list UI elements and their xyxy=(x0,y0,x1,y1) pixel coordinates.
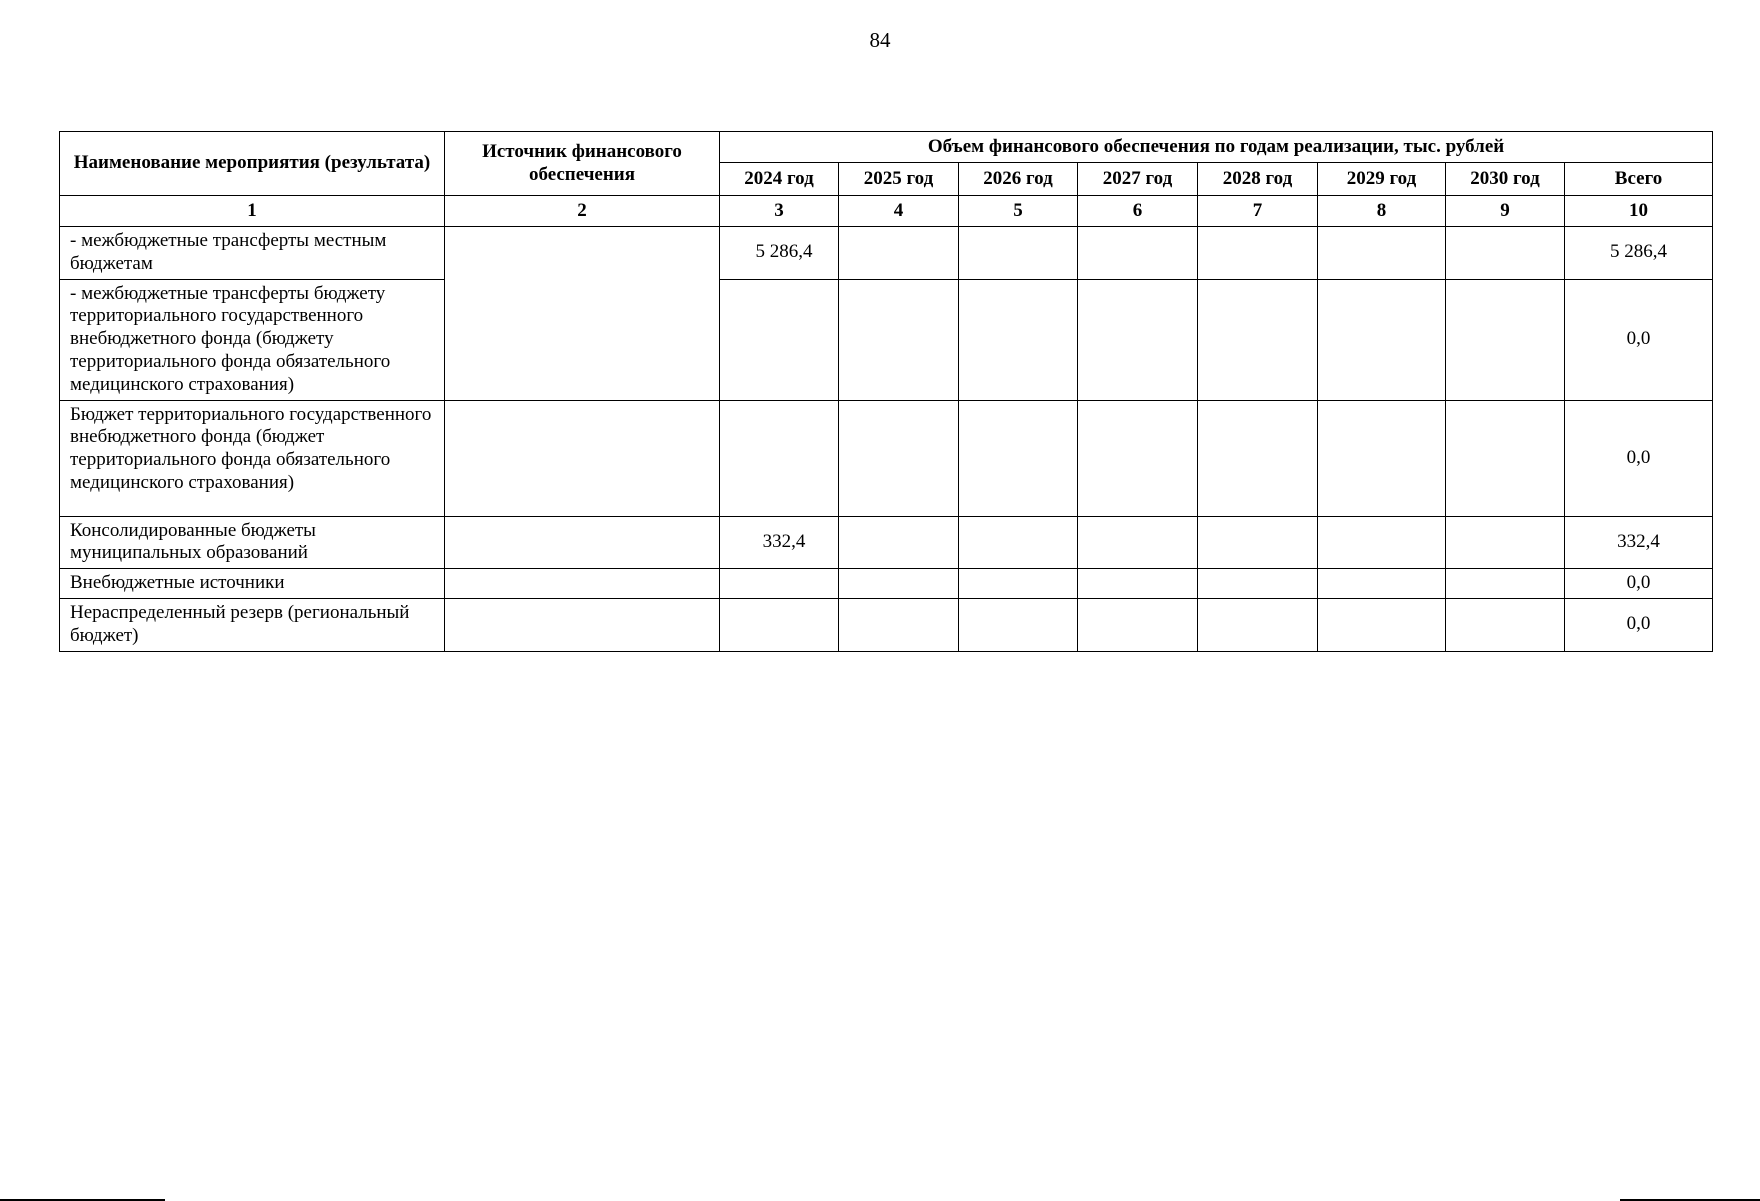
column-number: 8 xyxy=(1318,196,1446,227)
row-total: 0,0 xyxy=(1565,569,1713,599)
row-name: Консолидированные бюджеты муниципальных образований xyxy=(60,516,445,569)
column-number-row xyxy=(60,196,1713,227)
row-value-2029 xyxy=(1318,227,1446,280)
row-value-2027 xyxy=(1078,227,1198,280)
header-year: 2024 год xyxy=(720,163,839,196)
row-value-2028 xyxy=(1198,516,1318,569)
table-row xyxy=(60,279,1713,400)
column-number: 4 xyxy=(839,196,959,227)
row-value-2026 xyxy=(959,227,1078,280)
row-name: - межбюджетные трансферты бюджету территориального государственного внебюджетного фонда (бюджету территориального фонда обязательного медицинского страхования) xyxy=(60,279,445,400)
header-year: 2028 год xyxy=(1198,163,1318,196)
row-value-2030 xyxy=(1446,516,1565,569)
table-row xyxy=(60,516,1713,569)
row-value-2026 xyxy=(959,569,1078,599)
row-value-2027 xyxy=(1078,569,1198,599)
row-value-2028 xyxy=(1198,227,1318,280)
table-row xyxy=(60,598,1713,651)
row-value-2027 xyxy=(1078,400,1198,516)
row-source xyxy=(445,598,720,651)
column-number: 9 xyxy=(1446,196,1565,227)
row-value-2024 xyxy=(720,279,839,400)
row-value-2030 xyxy=(1446,598,1565,651)
row-source xyxy=(445,227,720,401)
column-number: 2 xyxy=(445,196,720,227)
column-number: 6 xyxy=(1078,196,1198,227)
header-name: Наименование мероприятия (результата) xyxy=(60,132,445,196)
financing-table xyxy=(59,131,1713,652)
table-row xyxy=(60,400,1713,516)
row-value-2028 xyxy=(1198,598,1318,651)
table-row xyxy=(60,569,1713,599)
row-total: 0,0 xyxy=(1565,598,1713,651)
header-year: 2027 год xyxy=(1078,163,1198,196)
row-value-2025 xyxy=(839,227,959,280)
header-year: 2025 год xyxy=(839,163,959,196)
row-value-2025 xyxy=(839,569,959,599)
row-value-2028 xyxy=(1198,400,1318,516)
column-number: 5 xyxy=(959,196,1078,227)
row-value-2024 xyxy=(720,598,839,651)
column-number: 3 xyxy=(720,196,839,227)
row-value-2024 xyxy=(720,569,839,599)
row-value-2029 xyxy=(1318,569,1446,599)
column-number: 10 xyxy=(1565,196,1713,227)
page-number: 84 xyxy=(869,28,891,52)
row-value-2026 xyxy=(959,516,1078,569)
row-value-2028 xyxy=(1198,569,1318,599)
header-year: 2029 год xyxy=(1318,163,1446,196)
row-value-2030 xyxy=(1446,400,1565,516)
row-value-2030 xyxy=(1446,227,1565,280)
row-name: Нераспределенный резерв (региональный бюджет) xyxy=(60,598,445,651)
header-row-top xyxy=(60,132,1713,163)
header-source: Источник финансового обеспечения xyxy=(445,132,720,196)
row-value-2027 xyxy=(1078,516,1198,569)
column-number: 7 xyxy=(1198,196,1318,227)
row-value-2026 xyxy=(959,400,1078,516)
header-volume: Объем финансового обеспечения по годам реализации, тыс. рублей xyxy=(720,132,1713,163)
row-value-2026 xyxy=(959,279,1078,400)
row-value-2029 xyxy=(1318,598,1446,651)
row-value-2025 xyxy=(839,400,959,516)
row-value-2029 xyxy=(1318,279,1446,400)
row-source xyxy=(445,516,720,569)
row-value-2025 xyxy=(839,516,959,569)
row-total: 5 286,4 xyxy=(1565,227,1713,280)
row-value-2024: 332,4 xyxy=(720,516,839,569)
row-value-2029 xyxy=(1318,516,1446,569)
header-year: 2030 год xyxy=(1446,163,1565,196)
row-name: - межбюджетные трансферты местным бюджетам xyxy=(60,227,445,280)
row-total: 332,4 xyxy=(1565,516,1713,569)
row-value-2030 xyxy=(1446,569,1565,599)
row-value-2025 xyxy=(839,279,959,400)
row-value-2029 xyxy=(1318,400,1446,516)
row-total: 0,0 xyxy=(1565,279,1713,400)
table-row xyxy=(60,227,1713,280)
row-value-2024: 5 286,4 xyxy=(720,227,839,280)
row-value-2030 xyxy=(1446,279,1565,400)
row-value-2026 xyxy=(959,598,1078,651)
row-value-2027 xyxy=(1078,279,1198,400)
row-total: 0,0 xyxy=(1565,400,1713,516)
column-number: 1 xyxy=(60,196,445,227)
row-source xyxy=(445,569,720,599)
row-value-2024 xyxy=(720,400,839,516)
row-value-2028 xyxy=(1198,279,1318,400)
row-value-2025 xyxy=(839,598,959,651)
row-source xyxy=(445,400,720,516)
header-total: Всего xyxy=(1565,163,1713,196)
row-name: Бюджет территориального государственного внебюджетного фонда (бюджет территориального фонда обязательного медицинского страхования) xyxy=(60,400,445,516)
row-name: Внебюджетные источники xyxy=(60,569,445,599)
row-value-2027 xyxy=(1078,598,1198,651)
header-year: 2026 год xyxy=(959,163,1078,196)
